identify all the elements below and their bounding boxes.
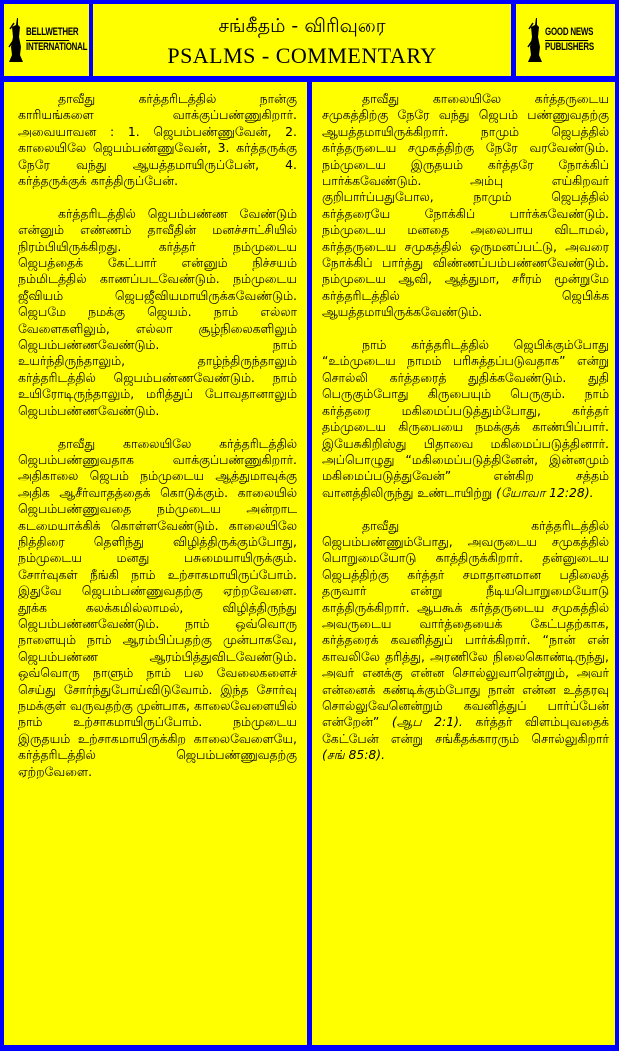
- scripture-reference: (சங் 85:8).: [322, 747, 386, 763]
- logo-line1: BELLWETHER: [26, 26, 69, 41]
- paragraph-text: கர்த்தர் விளம்புவதைக் கேட்பேன் என்று சங்கீதக்காரரும் சொல்லுகிறார்: [322, 714, 609, 746]
- logo-line1: GOOD NEWS: [545, 26, 588, 41]
- paragraph: [322, 337, 609, 501]
- page-header: [93, 4, 511, 76]
- paragraph: தாவீது காலையிலே கர்த்தருடைய சமுகத்திற்கு நேரே வந்து ஜெபம் பண்ணுவதற்கு ஆயத்தமாயிருக்கிறார். நாமும் ஜெபத்தில் கர்த்தருடைய சமுகத்திற்கு நேரே வரவேண்டும். நம்முடைய இருதயம் கர்த்தரே நோக்கிப் பார்க்கவேண்டும். அம்பு எய்கிறவர் குறிபார்ப்பதுபோல, நாமும் ஜெபத்தில் கர்த்தரையே நோக்கிப் பார்க்கவேண்டும். நம்முடைய மனதை அலைபாய விடாமல், கர்த்தருடைய சமுகத்தில் ஒருமனப்பட்டு, அவரை நோக்கிப் பார்த்து விண்ணப்பம்பண்ணவேண்டும். நம்முடைய ஆவி, ஆத்துமா, சரீரம் மூன்றுமே கர்த்தரிடத்தில் ஜெபிக்க ஆயத்தமாயிருக்கவேண்டும்.: [322, 91, 609, 320]
- paragraph-text: தாவீது கர்த்தரிடத்தில் ஜெபம்பண்ணும்போது, அவருடைய சமுகத்தில் பொறுமையோடு காத்திருக்கிறார். தன்னுடைய ஜெபத்திற்கு கர்த்தர் சமாதானமான பதிலைத் தருவார் என்று நீடியபொறுமையோடு காத்திருக்கிறார். ஆபகூக் கர்த்தருடைய சமுகத்தில் அவருடைய வார்த்தையைக் கேட்பதற்காக, கர்த்தரைக் கவனித்துப் பார்க்கிறார். “நான் என் காவலிலே தரித்து, அரணிலே நிலைகொண்டிருந்து, அவர் எனக்கு என்ன சொல்லுவாரென்றும், அவர் என்னைக் கண்டிக்கும்போது நான் என்ன உத்தரவு சொல்லுவேனென்றும் கவனித்துப் பார்ப்பேன் என்றேன்”: [322, 517, 609, 730]
- page-title-tamil: சங்கீதம் - விரிவுரை: [218, 15, 386, 37]
- page-title-english: PSALMS - COMMENTARY: [167, 43, 437, 68]
- logo-line2: PUBLISHERS: [544, 41, 594, 53]
- paragraph: [322, 518, 609, 764]
- paragraph: தாவீது கர்த்தரிடத்தில் நான்கு காரியங்களை வாக்குப்பண்ணுகிறார். அவையாவன : 1. ஜெபம்பண்ணுவேன், 2. காலையிலே ஜெபம்பண்ணுவேன், 3. கர்த்தருக்கு நேரே வந்து ஆயத்தமாயிருப்பேன், 4. கர்த்தருக்குக் காத்திருப்பேன்.: [18, 91, 297, 189]
- scripture-reference: (யோவா 12:28).: [496, 484, 594, 500]
- paragraph: தாவீது காலையிலே கர்த்தரிடத்தில் ஜெபம்பண்ணுவதாக வாக்குப்பண்ணுகிறார். அதிகாலை ஜெபம் நம்முடைய ஆத்துமாவுக்கு அதிக ஆசீர்வாதத்தைக் கொடுக்கும். காலையில் ஜெபம்பண்ணுவதை நம்முடைய அன்றாட கடமையாக்கிக் கொள்ளவேண்டும். காலையிலே நித்திரை தெளிந்து விழித்திருக்கும்போது, நம்முடைய மனது பசுமையாயிருக்கும். சோர்வுகள் நீங்கி நாம் உற்சாகமாயிருப்போம். இதுவே ஜெபம்பண்ணுவதற்கு ஏற்றவேளை. தூக்க கலக்கமில்லாமல், விழித்திருந்து ஜெபம்பண்ணவேண்டும். நாம் ஒவ்வொரு நாளையும் நாம் ஆரம்பிப்பதற்கு முன்பாகவே, ஜெபம்பண்ண ஆரம்பித்துவிடவேண்டும். ஒவ்வொரு நாளும் நாம் பல வேலைகளைச் செய்து சோர்ந்துபோய்விடுவோம். இந்த சோர்வு நமக்குள் வருவதற்கு முன்பாக, காலைவேளையில் நாம் உற்சாகமாயிருப்போம். நம்முடைய இருதயம் உற்சாகமாயிருக்கிற காலைவேளையே, கர்த்தரிடத்தில் ஜெபம்பண்ணுவதற்கு ஏற்றவேளை.: [18, 435, 297, 779]
- bellwether-logo: [4, 4, 89, 76]
- scripture-reference: (ஆப 2:1).: [391, 714, 463, 730]
- right-column: [312, 82, 615, 1045]
- paragraph: கர்த்தரிடத்தில் ஜெபம்பண்ண வேண்டும் என்னும் எண்ணம் தாவீதின் மனச்சாட்சியில் நிரம்பியிருக்கிறது. கர்த்தர் நம்முடைய ஜெபத்தைக் கேட்பார் என்னும் நிச்சயம் நம்மிடத்தில் காணப்படவேண்டும். நம்முடைய ஜீவியம் ஜெபஜீவியமாயிருக்கவேண்டும். ஜெபமே நமக்கு ஜெயம். நாம் எல்லா வேளைகளிலும், எல்லா சூழ்நிலைகளிலும் ஜெபம்பண்ணவேண்டும். நாம் உயர்ந்திருந்தாலும், தாழ்ந்திருந்தாலும் கர்த்தரிடத்தில் ஜெபம்பண்ணவேண்டும். நாம் உயிரோடிருந்தாலும், மரித்துப் போவதானாலும் ஜெபம்பண்ணவேண்டும்.: [18, 205, 297, 418]
- figure-icon: [527, 17, 543, 63]
- left-column: [4, 82, 307, 1045]
- paragraph-text: நாம் கர்த்தரிடத்தில் ஜெபிக்கும்போது “உம்முடைய நாமம் பரிசுத்தப்படுவதாக” என்று சொல்லி கர்த்தரைத் துதிக்கவேண்டும். துதி பெருகும்போது கிருபையும் பெருகும். நாம் கர்த்தரை மகிமைப்படுத்தும்போது, கர்த்தர் தம்முடைய கிருபையை நமக்குக் காண்பிப்பார். இயேசுகிறிஸ்து பிதாவை மகிமைப்படுத்தினார். அப்பொழுது “மகிமைப்படுத்தினேன், இன்னமும் மகிமைப்படுத்துவேன்” என்கிற சத்தம் வானத்திலிருந்து உண்டாயிற்று: [322, 337, 609, 500]
- logo-line2: INTERNATIONAL: [25, 41, 87, 53]
- good-news-logo: [516, 4, 615, 76]
- bellwether-figure-icon: [8, 17, 24, 63]
